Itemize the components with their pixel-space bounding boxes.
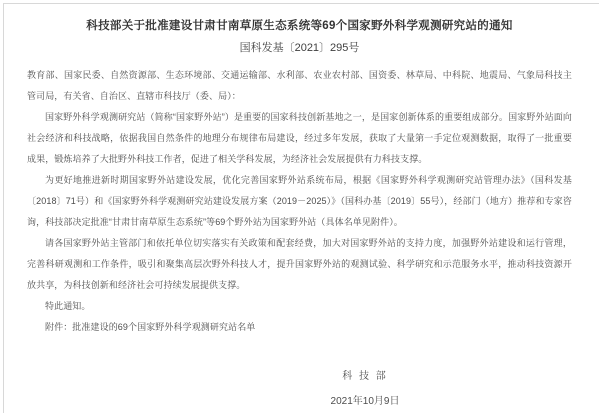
closing-note: 特此通知。 (45, 301, 91, 311)
attachment-line: 附件：批准建设的69个国家野外科学观测研究站名单 (45, 322, 256, 332)
recipients-paragraph: 教育部、国家民委、自然资源部、生态环境部、交通运输部、水利部、农业农村部、国资委、林草局、中科院、地震局、气象局科技主管司局，有关省、自治区、直辖市科技厅（委、局）： (27, 70, 572, 101)
document-number: 国科发基〔2021〕295号 (239, 42, 360, 54)
body-paragraph-1: 国家野外科学观测研究站（简称“国家野外站”）是重要的国家科技创新基地之一，是国家创新体系的重要组成部分。国家野外站面向社会经济和科技战略，依据我国自然条件的地理分布规律布局建设，经过多年发展，获取了大量第一手定位观测数据，取得了一批重要成果，锻炼培养了大批野外科技工作者，促进了相关学科发展，为经济社会发展提供有力科技支撑。 (27, 112, 572, 164)
document-sheet (3, 3, 599, 413)
body-paragraph-3: 请各国家野外站主管部门和依托单位切实落实有关政策和配套经费，加大对国家野外站的支持力度，加强野外站建设和运行管理，完善科研观测和工作条件，吸引和聚集高层次野外科技人才，提升国家野外站的观测试验、科学研究和示范服务水平，推动科技资源开放共享，为科技创新和经济社会可持续发展提供支撑。 (27, 238, 572, 290)
issue-date: 2021年10月9日 (330, 396, 400, 407)
body-paragraph-2: 为更好地推进新时期国家野外站建设发展，优化完善国家野外站系统布局，根据《国家野外科学观测研究站管理办法》（国科发基〔2018〕71号）和《国家野外科学观测研究站建设发展方案（2019－2025）》（国科办基〔2019〕55号），经部门（地方）推荐和专家咨询，科技部决定批准“甘肃甘南草原生态系统”等69个野外站为国家野外站（具体名单见附件）。 (27, 175, 572, 227)
document-title: 科技部关于批准建设甘肃甘南草原生态系统等69个国家野外科学观测研究站的通知 (86, 20, 513, 32)
issuer-name: 科 技 部 (342, 371, 388, 382)
